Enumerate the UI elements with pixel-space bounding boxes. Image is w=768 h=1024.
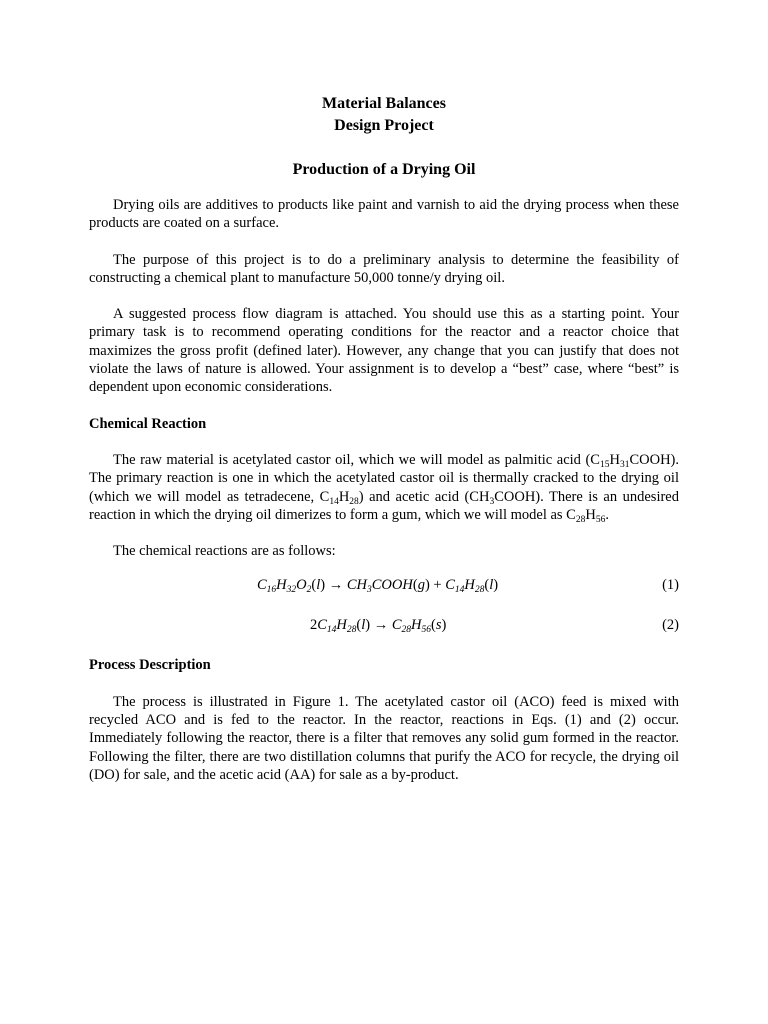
equation-1-number: (1) (662, 577, 679, 594)
process-paragraph: The process is illustrated in Figure 1. The acetylated castor oil (ACO) feed is mixed with recycled ACO and is fed to the reactor. In the reactor, reactions in Eqs. (1) and (2) occur. Immediately following the reactor, there is a filter that removes any solid gum formed in the reactor. Following the filter, there are two distillation columns that purify the ACO for recycle, the drying oil (DO) for sale, and the acetic acid (AA) for sale as a by-product. (89, 693, 679, 783)
project-title: Production of a Drying Oil (292, 161, 476, 178)
section-heading-chemical-reaction: Chemical Reaction (89, 415, 207, 432)
equation-2-expression: $2C_{14}H_{28}(l) \to C_{28}H_{56}(s)$ (310, 617, 447, 636)
reaction-paragraph: The raw material is acetylated castor oil, which we will model as palmitic acid $(C_{15}H_{31}COOH)$. The primary reaction is one in which the acetylated castor oil is thermally cracked to the drying oil (which we will model as tetradecene, $C_{14}H_{28}$) and acetic acid $(CH_3COOH)$. There is an undesired reaction in which the drying oil dimerizes to form a gum, which we will model as $C_{28}H_{56}$. (89, 451, 679, 525)
document-body (89, 196, 679, 802)
equation-2 (89, 616, 679, 634)
equation-2-number: (2) (662, 617, 679, 634)
equation-1-expression: $C_{16}H_{32}O_2(l)$ → $CH_3COOH(g) + C_{14}H_{28}(l)$ (257, 577, 499, 596)
equation-1 (89, 576, 679, 594)
intro-paragraph-1: Drying oils are additives to products like paint and varnish to aid the drying process when these products are coated on a surface. (89, 197, 679, 232)
intro-paragraph-3: A suggested process flow diagram is attached. You should use this as a starting point. Your primary task is to recommend operating conditions for the reactor and a reactor choice that maximizes the gross profit (defined later). However, any change that you can justify that does not violate the laws of nature is allowed. Your assignment is to develop a “best” case, where “best” is dependent upon economic considerations. (89, 306, 679, 396)
project-type: Design Project (334, 117, 434, 134)
intro-paragraph-2: The purpose of this project is to do a preliminary analysis to determine the feasibility of constructing a chemical plant to manufacture 50,000 tonne/y drying oil. (89, 251, 679, 286)
document-header (0, 93, 768, 181)
section-heading-process-description: Process Description (89, 657, 211, 674)
course-title: Material Balances (322, 95, 446, 112)
equations-intro: The chemical reactions are as follows: (113, 543, 336, 560)
